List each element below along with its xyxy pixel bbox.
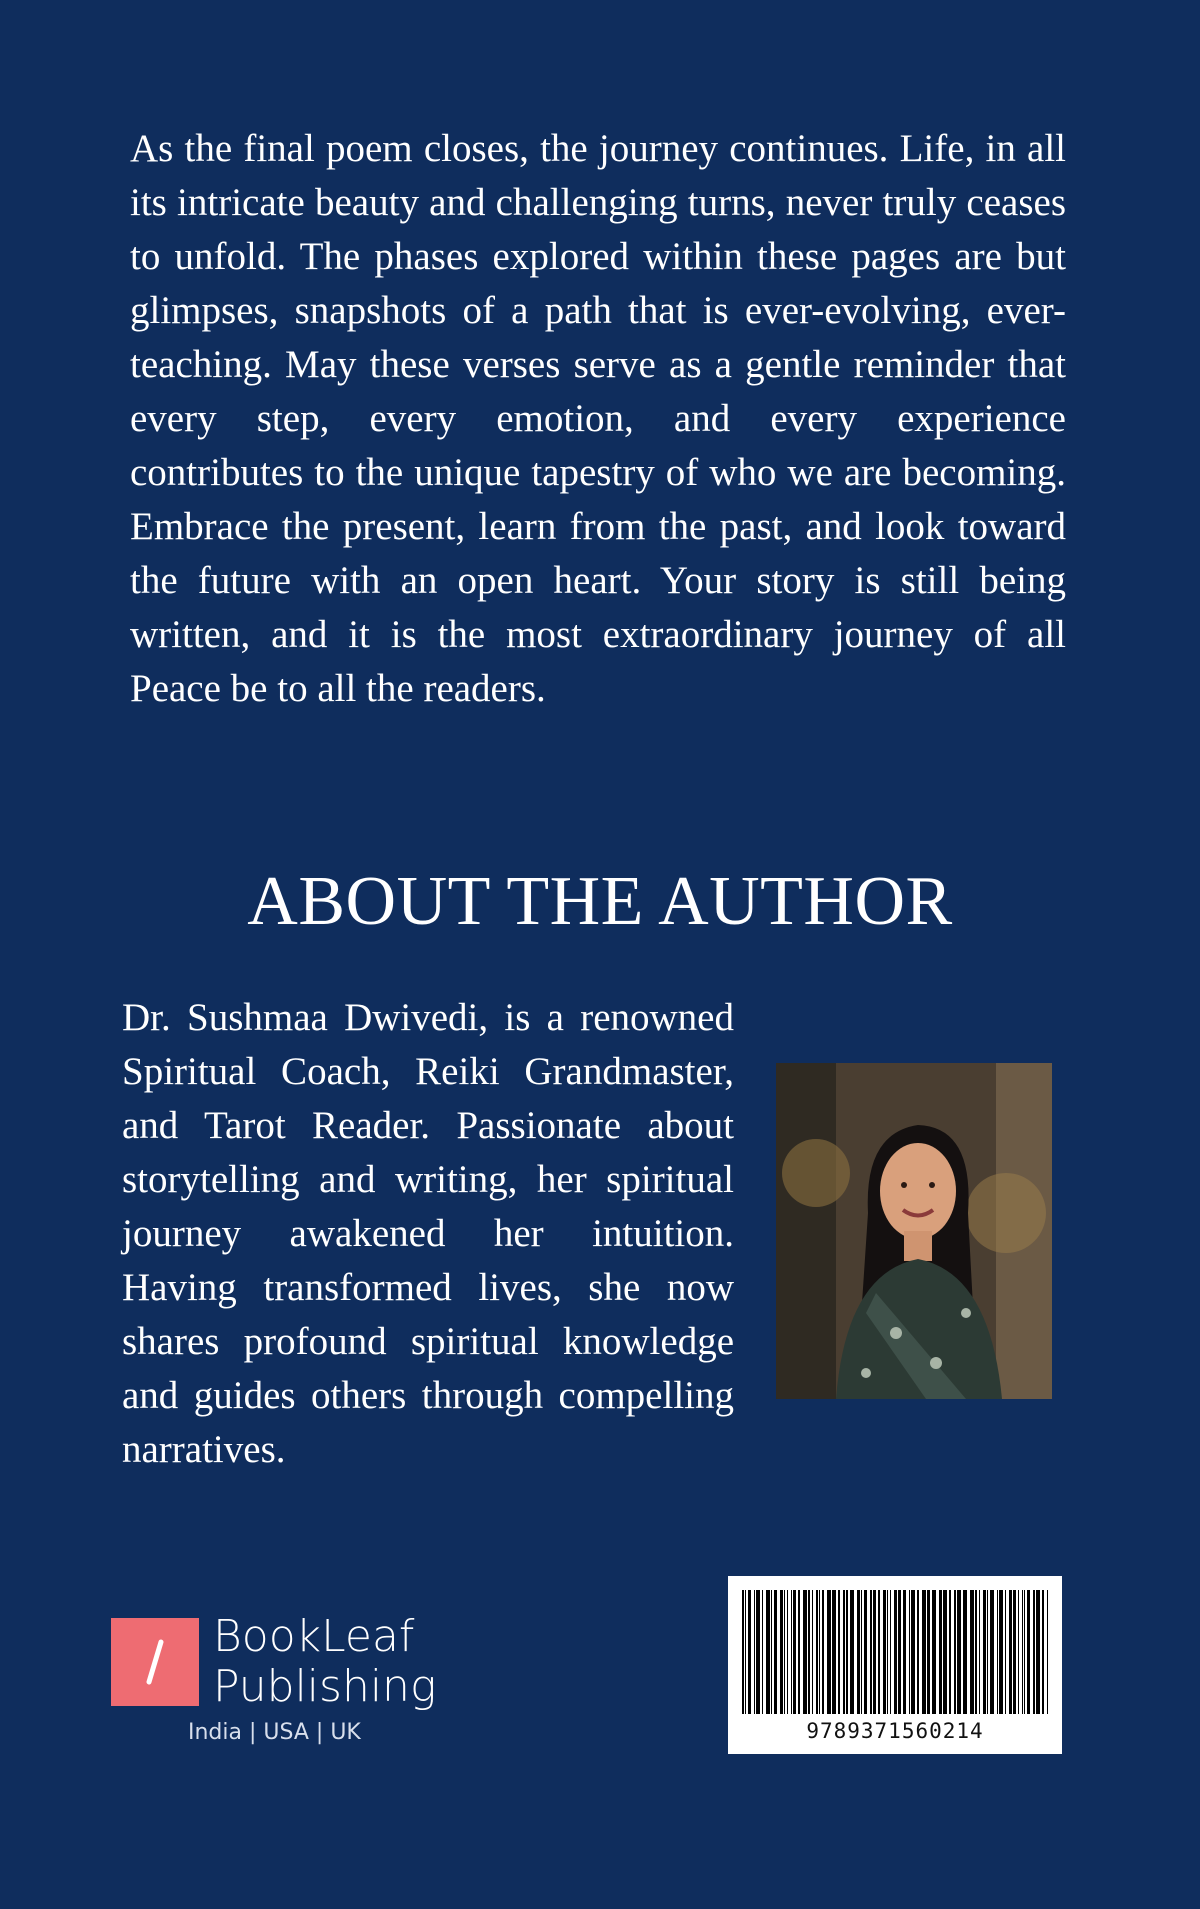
barcode-bar bbox=[870, 1590, 872, 1714]
barcode-bar bbox=[762, 1590, 763, 1714]
barcode-bar bbox=[1027, 1590, 1030, 1714]
barcode-bar bbox=[949, 1590, 951, 1714]
publisher-logo-mark bbox=[111, 1618, 199, 1706]
publisher-countries: India | USA | UK bbox=[188, 1720, 361, 1745]
barcode-bar bbox=[997, 1590, 998, 1714]
barcode-bar bbox=[1013, 1590, 1016, 1714]
barcode-bar bbox=[878, 1590, 880, 1714]
barcode-bar bbox=[898, 1590, 901, 1714]
publisher-name-line2: Publishing bbox=[213, 1661, 437, 1712]
barcode-bar bbox=[887, 1590, 888, 1714]
barcode-bar bbox=[963, 1590, 967, 1714]
barcode-bar bbox=[754, 1590, 755, 1714]
slash-icon bbox=[111, 1618, 199, 1706]
barcode-bar bbox=[979, 1590, 980, 1714]
barcode-bar bbox=[1005, 1590, 1006, 1714]
barcode-bar bbox=[883, 1590, 886, 1714]
barcode-bar bbox=[990, 1590, 994, 1714]
barcode-bar bbox=[766, 1590, 770, 1714]
barcode-bar bbox=[846, 1590, 848, 1714]
barcode-bar bbox=[780, 1590, 783, 1714]
barcode-bar bbox=[943, 1590, 947, 1714]
barcode-bar bbox=[917, 1590, 919, 1714]
barcode-bar bbox=[843, 1590, 845, 1714]
barcode-bar bbox=[742, 1590, 744, 1714]
barcode-bar bbox=[819, 1590, 820, 1714]
barcode-bar bbox=[975, 1590, 977, 1714]
barcode-bar bbox=[827, 1590, 831, 1714]
barcode-bar bbox=[957, 1590, 961, 1714]
barcode-bar bbox=[1009, 1590, 1012, 1714]
barcode-bar bbox=[894, 1590, 897, 1714]
back-cover-blurb: As the final poem closes, the journey continues. Life, in all its intricate beauty and challenging turns, never truly ceases to unfold. The phases explored within these pages are but glimpses, snapshots of a path that is ever-evolving, ever-teaching. May these verses serve as a gentle reminder that every step, every emotion, and every experience contributes to the unique tapestry of who we are becoming. Embrace the present, learn from the past, and look toward the future with an open heart. Your story is still being written, and it is the most extraordinary journey of all Peace be to all the readers. bbox=[130, 127, 1066, 710]
publisher-name-line1: BookLeaf bbox=[213, 1611, 415, 1662]
barcode-bar bbox=[857, 1590, 860, 1714]
barcode-bar bbox=[850, 1590, 854, 1714]
isbn-barcode bbox=[728, 1576, 1062, 1754]
barcode-bar bbox=[999, 1590, 1003, 1714]
barcode-bar bbox=[1047, 1590, 1048, 1714]
barcode-bar bbox=[803, 1590, 807, 1714]
barcode-bar bbox=[798, 1590, 800, 1714]
barcode-bar bbox=[816, 1590, 818, 1714]
barcode-bar bbox=[793, 1590, 796, 1714]
barcode-bar bbox=[927, 1590, 930, 1714]
barcode-bar bbox=[987, 1590, 988, 1714]
barcode-bar bbox=[808, 1590, 810, 1714]
barcode-bar bbox=[909, 1590, 910, 1714]
barcode-bar bbox=[1033, 1590, 1035, 1714]
barcode-bar bbox=[756, 1590, 760, 1714]
barcode-bar bbox=[812, 1590, 813, 1714]
barcode-bar bbox=[922, 1590, 926, 1714]
barcode-bar bbox=[774, 1590, 777, 1714]
barcode-bar bbox=[838, 1590, 840, 1714]
barcode-bar bbox=[932, 1590, 936, 1714]
publisher-name bbox=[213, 1612, 436, 1712]
barcode-bar bbox=[983, 1590, 986, 1714]
barcode-bar bbox=[784, 1590, 785, 1714]
barcode-bar bbox=[864, 1590, 867, 1714]
barcode-bar bbox=[1024, 1590, 1025, 1714]
barcode-bar bbox=[1022, 1590, 1023, 1714]
barcode-bar bbox=[890, 1590, 891, 1714]
barcode-bar bbox=[822, 1590, 824, 1714]
isbn-number: 9789371560214 bbox=[806, 1719, 984, 1743]
author-bio: Dr. Sushmaa Dwivedi, is a renowned Spiritual Coach, Reiki Grandmaster, and Tarot Reader. Passionate about storytelling and writing, her spiritual journey awakened her intuition. Having transformed lives, she now shares profound spiritual knowledge and guides others through compelling narratives. bbox=[122, 996, 734, 1471]
barcode-bar bbox=[771, 1590, 772, 1714]
barcode-bar bbox=[954, 1590, 956, 1714]
barcode-bar bbox=[873, 1590, 876, 1714]
barcode-bar bbox=[1042, 1590, 1044, 1714]
author-photo bbox=[776, 1063, 1052, 1399]
barcode-bar bbox=[1036, 1590, 1040, 1714]
barcode-bar bbox=[903, 1590, 906, 1714]
publisher-logo-block bbox=[111, 1612, 436, 1712]
barcode-bar bbox=[1018, 1590, 1019, 1714]
barcode-bar bbox=[970, 1590, 974, 1714]
barcode-bar bbox=[748, 1590, 751, 1714]
about-author-heading: ABOUT THE AUTHOR bbox=[247, 863, 953, 940]
barcode-bar bbox=[745, 1590, 746, 1714]
barcode-bar bbox=[787, 1590, 788, 1714]
barcode-bar bbox=[832, 1590, 836, 1714]
barcode-bar bbox=[791, 1590, 792, 1714]
barcode-bar bbox=[861, 1590, 862, 1714]
barcode-bar bbox=[939, 1590, 942, 1714]
barcode-bar bbox=[911, 1590, 915, 1714]
